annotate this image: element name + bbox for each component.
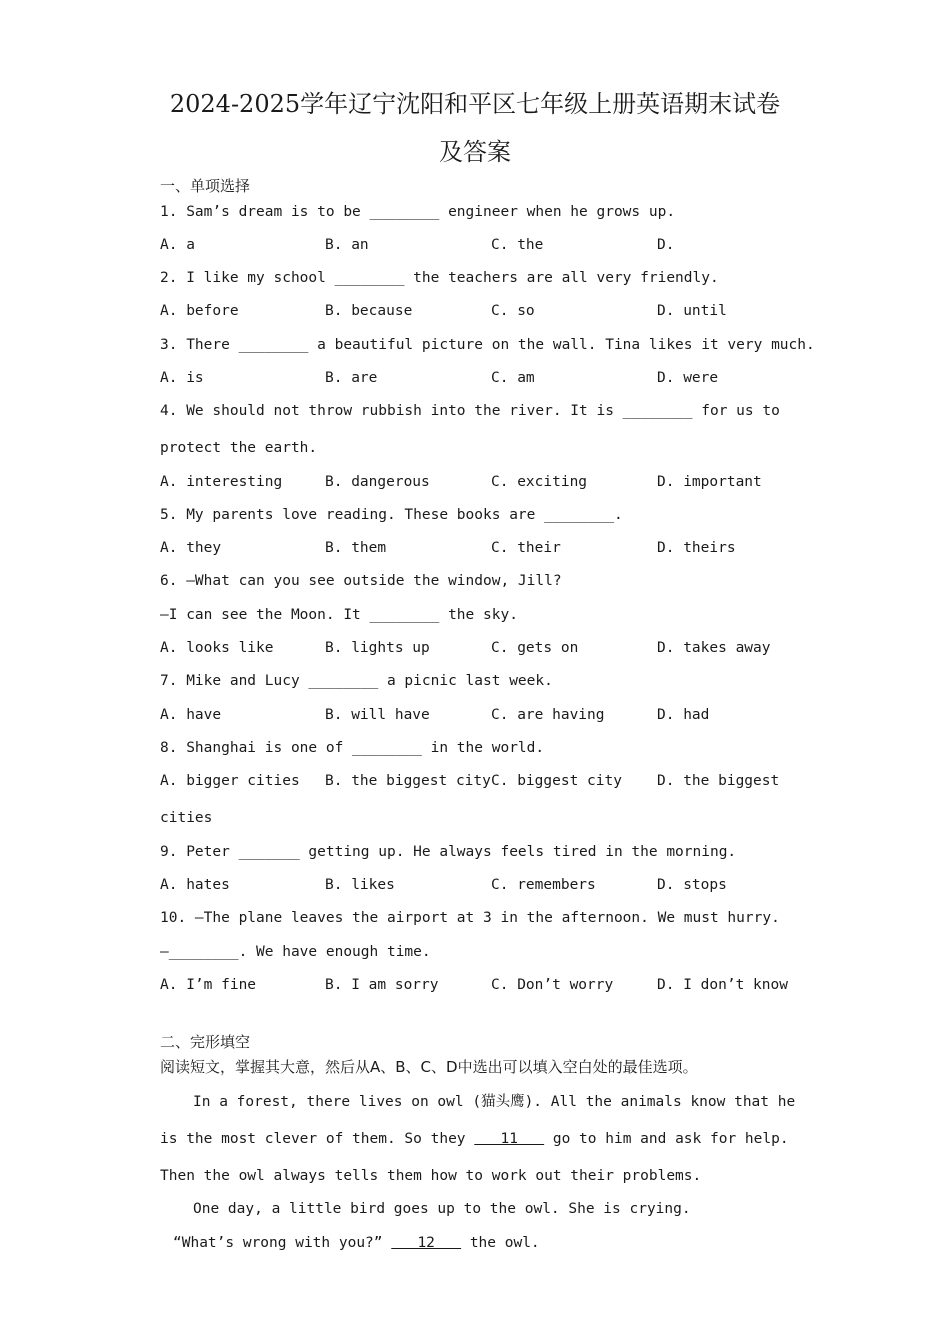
- section-heading-2: 二、完形填空: [160, 1033, 251, 1051]
- option-8d: D. the biggest: [657, 773, 780, 789]
- option-10b: B. I am sorry: [325, 977, 439, 993]
- option-10a: A. I’m fine: [160, 977, 257, 993]
- section-heading-1: 一、单项选择: [160, 177, 251, 195]
- option-3b: B. are: [325, 370, 378, 386]
- option-8b: B. the biggest city: [325, 773, 491, 789]
- section-instruction: 阅读短文，掌握其大意，然后从A、B、C、D中选出可以填入空白处的最佳选项。: [160, 1058, 698, 1076]
- question-10-cont: —________. We have enough time.: [160, 944, 431, 960]
- question-8: 8. Shanghai is one of ________ in the world.: [160, 740, 545, 756]
- passage-text: the owl.: [461, 1235, 540, 1251]
- option-10d: D. I don’t know: [657, 977, 788, 993]
- passage-line-1: In a forest, there lives on owl (猫头鹰). All the animals know that he: [193, 1094, 796, 1110]
- option-2c: C. so: [491, 303, 535, 319]
- option-7d: D. had: [657, 707, 710, 723]
- option-1a: A. a: [160, 237, 195, 253]
- option-4a: A. interesting: [160, 474, 283, 490]
- option-2b: B. because: [325, 303, 413, 319]
- passage-line-3: Then the owl always tells them how to work out their problems.: [160, 1168, 702, 1184]
- option-6a: A. looks like: [160, 640, 274, 656]
- option-9a: A. hates: [160, 877, 230, 893]
- question-2: 2. I like my school ________ the teachers are all very friendly.: [160, 270, 719, 286]
- option-7c: C. are having: [491, 707, 605, 723]
- option-3a: A. is: [160, 370, 204, 386]
- option-2a: A. before: [160, 303, 239, 319]
- option-8a: A. bigger cities: [160, 773, 300, 789]
- option-7a: A. have: [160, 707, 222, 723]
- option-4d: D. important: [657, 474, 762, 490]
- title-line-1: 2024-2025学年辽宁沈阳和平区七年级上册英语期末试卷: [169, 90, 781, 118]
- question-3: 3. There ________ a beautiful picture on the wall. Tina likes it very much.: [160, 337, 815, 353]
- option-6d: D. takes away: [657, 640, 771, 656]
- blank-11: 11: [474, 1131, 545, 1147]
- option-2d: D. until: [657, 303, 727, 319]
- passage-line-4: One day, a little bird goes up to the owl. She is crying.: [193, 1201, 691, 1217]
- option-5c: C. their: [491, 540, 561, 556]
- question-4-cont: protect the earth.: [160, 440, 318, 456]
- option-3d: D. were: [657, 370, 719, 386]
- question-6-cont: —I can see the Moon. It ________ the sky.: [160, 607, 518, 623]
- question-1: 1. Sam’s dream is to be ________ engineer when he grows up.: [160, 204, 676, 220]
- passage-text: is the most clever of them. So they: [160, 1131, 475, 1147]
- option-9c: C. remembers: [491, 877, 596, 893]
- passage-text: “What’s wrong with you?”: [173, 1235, 392, 1251]
- option-1b: B. an: [325, 237, 369, 253]
- option-5d: D. theirs: [657, 540, 736, 556]
- option-5b: B. them: [325, 540, 387, 556]
- passage-text: go to him and ask for help.: [544, 1131, 789, 1147]
- passage-line-2: [160, 1130, 789, 1148]
- option-10c: C. Don’t worry: [491, 977, 614, 993]
- option-1d: D.: [657, 237, 675, 253]
- option-9d: D. stops: [657, 877, 727, 893]
- option-6b: B. lights up: [325, 640, 430, 656]
- option-8c: C. biggest city: [491, 773, 622, 789]
- question-10: 10. —The plane leaves the airport at 3 in the afternoon. We must hurry.: [160, 910, 780, 926]
- question-5: 5. My parents love reading. These books are ________.: [160, 507, 623, 523]
- question-4: 4. We should not throw rubbish into the river. It is ________ for us to: [160, 403, 780, 419]
- question-7: 7. Mike and Lucy ________ a picnic last week.: [160, 673, 553, 689]
- option-4c: C. exciting: [491, 474, 588, 490]
- option-4b: B. dangerous: [325, 474, 430, 490]
- option-1c: C. the: [491, 237, 544, 253]
- blank-12: 12: [391, 1235, 462, 1251]
- option-7b: B. will have: [325, 707, 430, 723]
- option-5a: A. they: [160, 540, 222, 556]
- option-3c: C. am: [491, 370, 535, 386]
- question-6: 6. —What can you see outside the window, Jill?: [160, 573, 562, 589]
- option-9b: B. likes: [325, 877, 395, 893]
- option-8d-cont: cities: [160, 810, 213, 826]
- option-6c: C. gets on: [491, 640, 579, 656]
- question-9: 9. Peter _______ getting up. He always feels tired in the morning.: [160, 844, 737, 860]
- title-line-2: 及答案: [439, 138, 511, 166]
- passage-line-5: [173, 1234, 540, 1252]
